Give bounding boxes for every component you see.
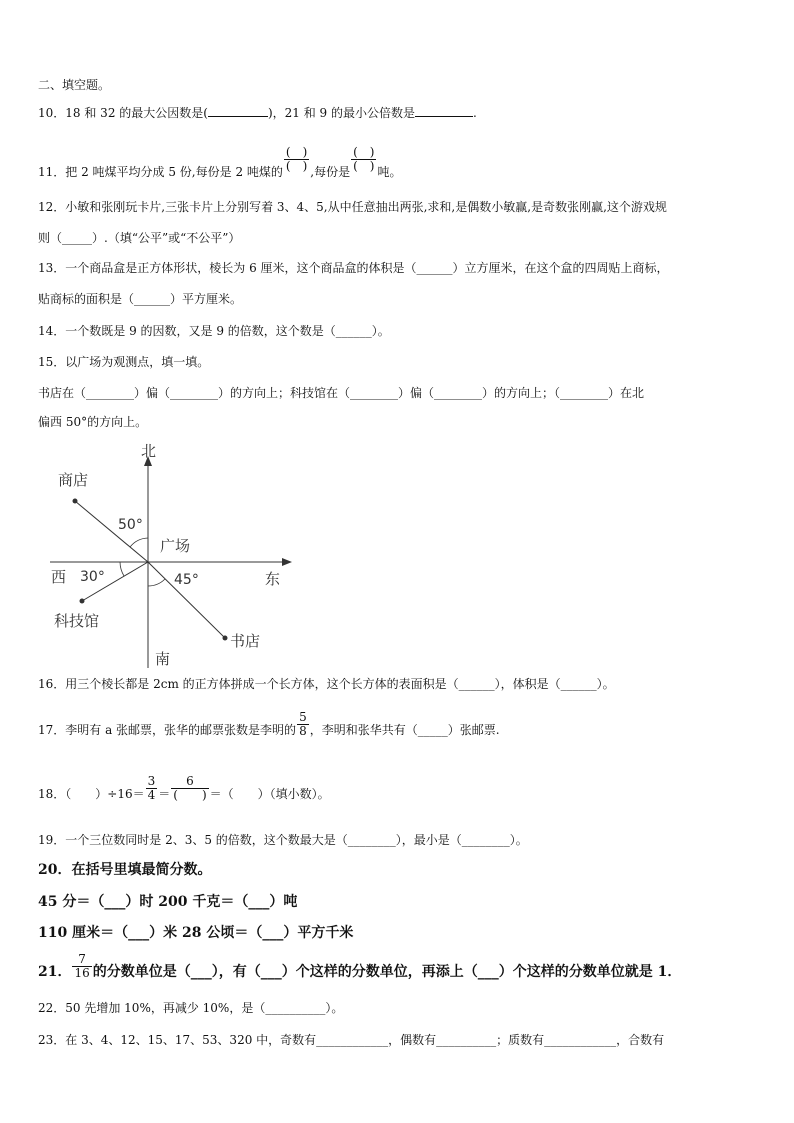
q18-f2-num: 6 xyxy=(171,775,208,789)
label-angle-north: 50° xyxy=(118,517,143,533)
question-11-text xyxy=(38,145,402,180)
q18-fraction-1 xyxy=(146,775,158,802)
q20-line-1: 45 分＝（___）时 200 千克＝（___）吨 xyxy=(38,894,298,910)
question-14: 14．一个数既是 9 的因数，又是 9 的倍数，这个数是（______）。 xyxy=(38,324,390,338)
q13-line-2: 贴商标的面积是（______）平方厘米。 xyxy=(38,292,243,306)
q18-f1-den: 4 xyxy=(147,788,156,802)
direction-diagram xyxy=(40,438,300,670)
q12-line-2: 则（_____）.（填“公平”或“不公平”） xyxy=(38,231,241,245)
arc-west xyxy=(120,562,124,576)
q11-text-b: ,每份是 xyxy=(310,165,351,179)
question-18 xyxy=(38,774,330,802)
question-16: 16．用三个棱长都是 2cm 的正方体拼成一个长方体，这个长方体的表面积是（______），体积是（______）。 xyxy=(38,677,615,691)
q10-number: 10． xyxy=(38,106,66,120)
q18-f2-den: ( ) xyxy=(173,788,207,802)
question-10 xyxy=(38,104,477,121)
question-17 xyxy=(38,710,500,738)
q17-frac-den: 8 xyxy=(299,724,307,738)
q11-text-c: 吨。 xyxy=(377,165,402,179)
q17-frac-num: 5 xyxy=(299,710,307,724)
q21-frac-num: 7 xyxy=(72,953,91,967)
label-tech: 科技馆 xyxy=(54,612,100,630)
question-19: 19．一个三位数同时是 2、3、5 的倍数，这个数最大是（________），最小是（________）。 xyxy=(38,833,528,847)
label-bookstore: 书店 xyxy=(230,632,261,650)
q11-fraction-blank-2[interactable] xyxy=(351,146,376,173)
q21-number: 21． xyxy=(38,964,72,980)
q10-text-c: . xyxy=(472,106,477,120)
q10-text-a: 18 和 32 的最大公因数是( xyxy=(65,106,208,120)
question-21 xyxy=(38,951,682,980)
label-center: 广场 xyxy=(160,537,191,555)
label-east: 东 xyxy=(265,570,281,588)
q15-line-3: 偏西 50°的方向上。 xyxy=(38,415,148,429)
q10-text-b: )，21 和 9 的最小公倍数是 xyxy=(267,106,415,120)
q11-frac-bottom: ( ) xyxy=(285,159,308,173)
label-angle-south: 45° xyxy=(174,572,199,588)
arc-south xyxy=(148,579,165,586)
q11-frac-top: ( ) xyxy=(285,145,308,159)
label-north: 北 xyxy=(141,442,157,460)
label-angle-west: 30° xyxy=(80,569,105,585)
point-tech xyxy=(80,599,85,604)
question-22: 22．50 先增加 10%，再减少 10%，是（__________）。 xyxy=(38,1001,344,1015)
label-south: 南 xyxy=(155,650,171,668)
q10-blank-1[interactable] xyxy=(208,104,268,117)
q18-f1-num: 3 xyxy=(147,774,156,788)
east-arrow-icon xyxy=(282,558,292,566)
section-title: 二、填空题。 xyxy=(38,78,111,92)
q11-text-a: 把 2 吨煤平均分成 5 份,每份是 2 吨煤的 xyxy=(65,165,283,179)
q11-number: 11． xyxy=(38,165,66,179)
q20-title: 20．在括号里填最简分数。 xyxy=(38,862,212,878)
q20-line-2: 110 厘米＝（___）米 28 公顷＝（___）平方千米 xyxy=(38,925,354,941)
q21-frac-den: 16 xyxy=(74,965,90,980)
label-west: 西 xyxy=(51,568,67,586)
q17-text-b: ，李明和张华共有（_____）张邮票. xyxy=(309,723,500,737)
q17-text-a: 17．李明有 a 张邮票，张华的邮票张数是李明的 xyxy=(38,723,297,737)
q21-fraction xyxy=(72,953,91,980)
q18-text-b: ＝ xyxy=(158,787,171,801)
q11-frac2-bottom: ( ) xyxy=(353,159,375,173)
q18-text-c: ＝（ ）（填小数）。 xyxy=(209,787,330,801)
label-shop: 商店 xyxy=(58,471,89,489)
q13-line-1: 13．一个商品盒是正方体形状，棱长为 6 厘米，这个商品盒的体积是（______）立方厘米，在这个盒的四周贴上商标， xyxy=(38,261,669,275)
q10-blank-2[interactable] xyxy=(415,104,473,117)
q15-line-1: 15．以广场为观测点，填一填。 xyxy=(38,355,210,369)
q12-line-1: 12．小敏和张刚玩卡片,三张卡片上分别写着 3、4、5,从中任意抽出两张,求和,是偶数小敏赢,是奇数张刚赢,这个游戏规 xyxy=(38,200,667,214)
q18-text-a: 18．（ ）÷16＝ xyxy=(38,787,145,801)
point-bookstore xyxy=(223,636,228,641)
point-shop xyxy=(73,499,78,504)
question-23: 23．在 3、4、12、15、17、53、320 中，奇数有____________，偶数有__________；质数有____________，合数有 xyxy=(38,1033,665,1047)
q21-text: 的分数单位是（___），有（___）个这样的分数单位，再添上（___）个这样的分数单位就是 1． xyxy=(92,964,682,980)
q11-fraction-blank[interactable] xyxy=(284,146,309,173)
q11-frac2-top: ( ) xyxy=(353,145,375,159)
q17-fraction xyxy=(297,711,309,738)
q15-line-2: 书店在（________）偏（________）的方向上；科技馆在（________）偏（________）的方向上；（________）在北 xyxy=(38,386,645,400)
arc-north xyxy=(130,538,148,547)
q18-fraction-2[interactable] xyxy=(171,775,208,802)
